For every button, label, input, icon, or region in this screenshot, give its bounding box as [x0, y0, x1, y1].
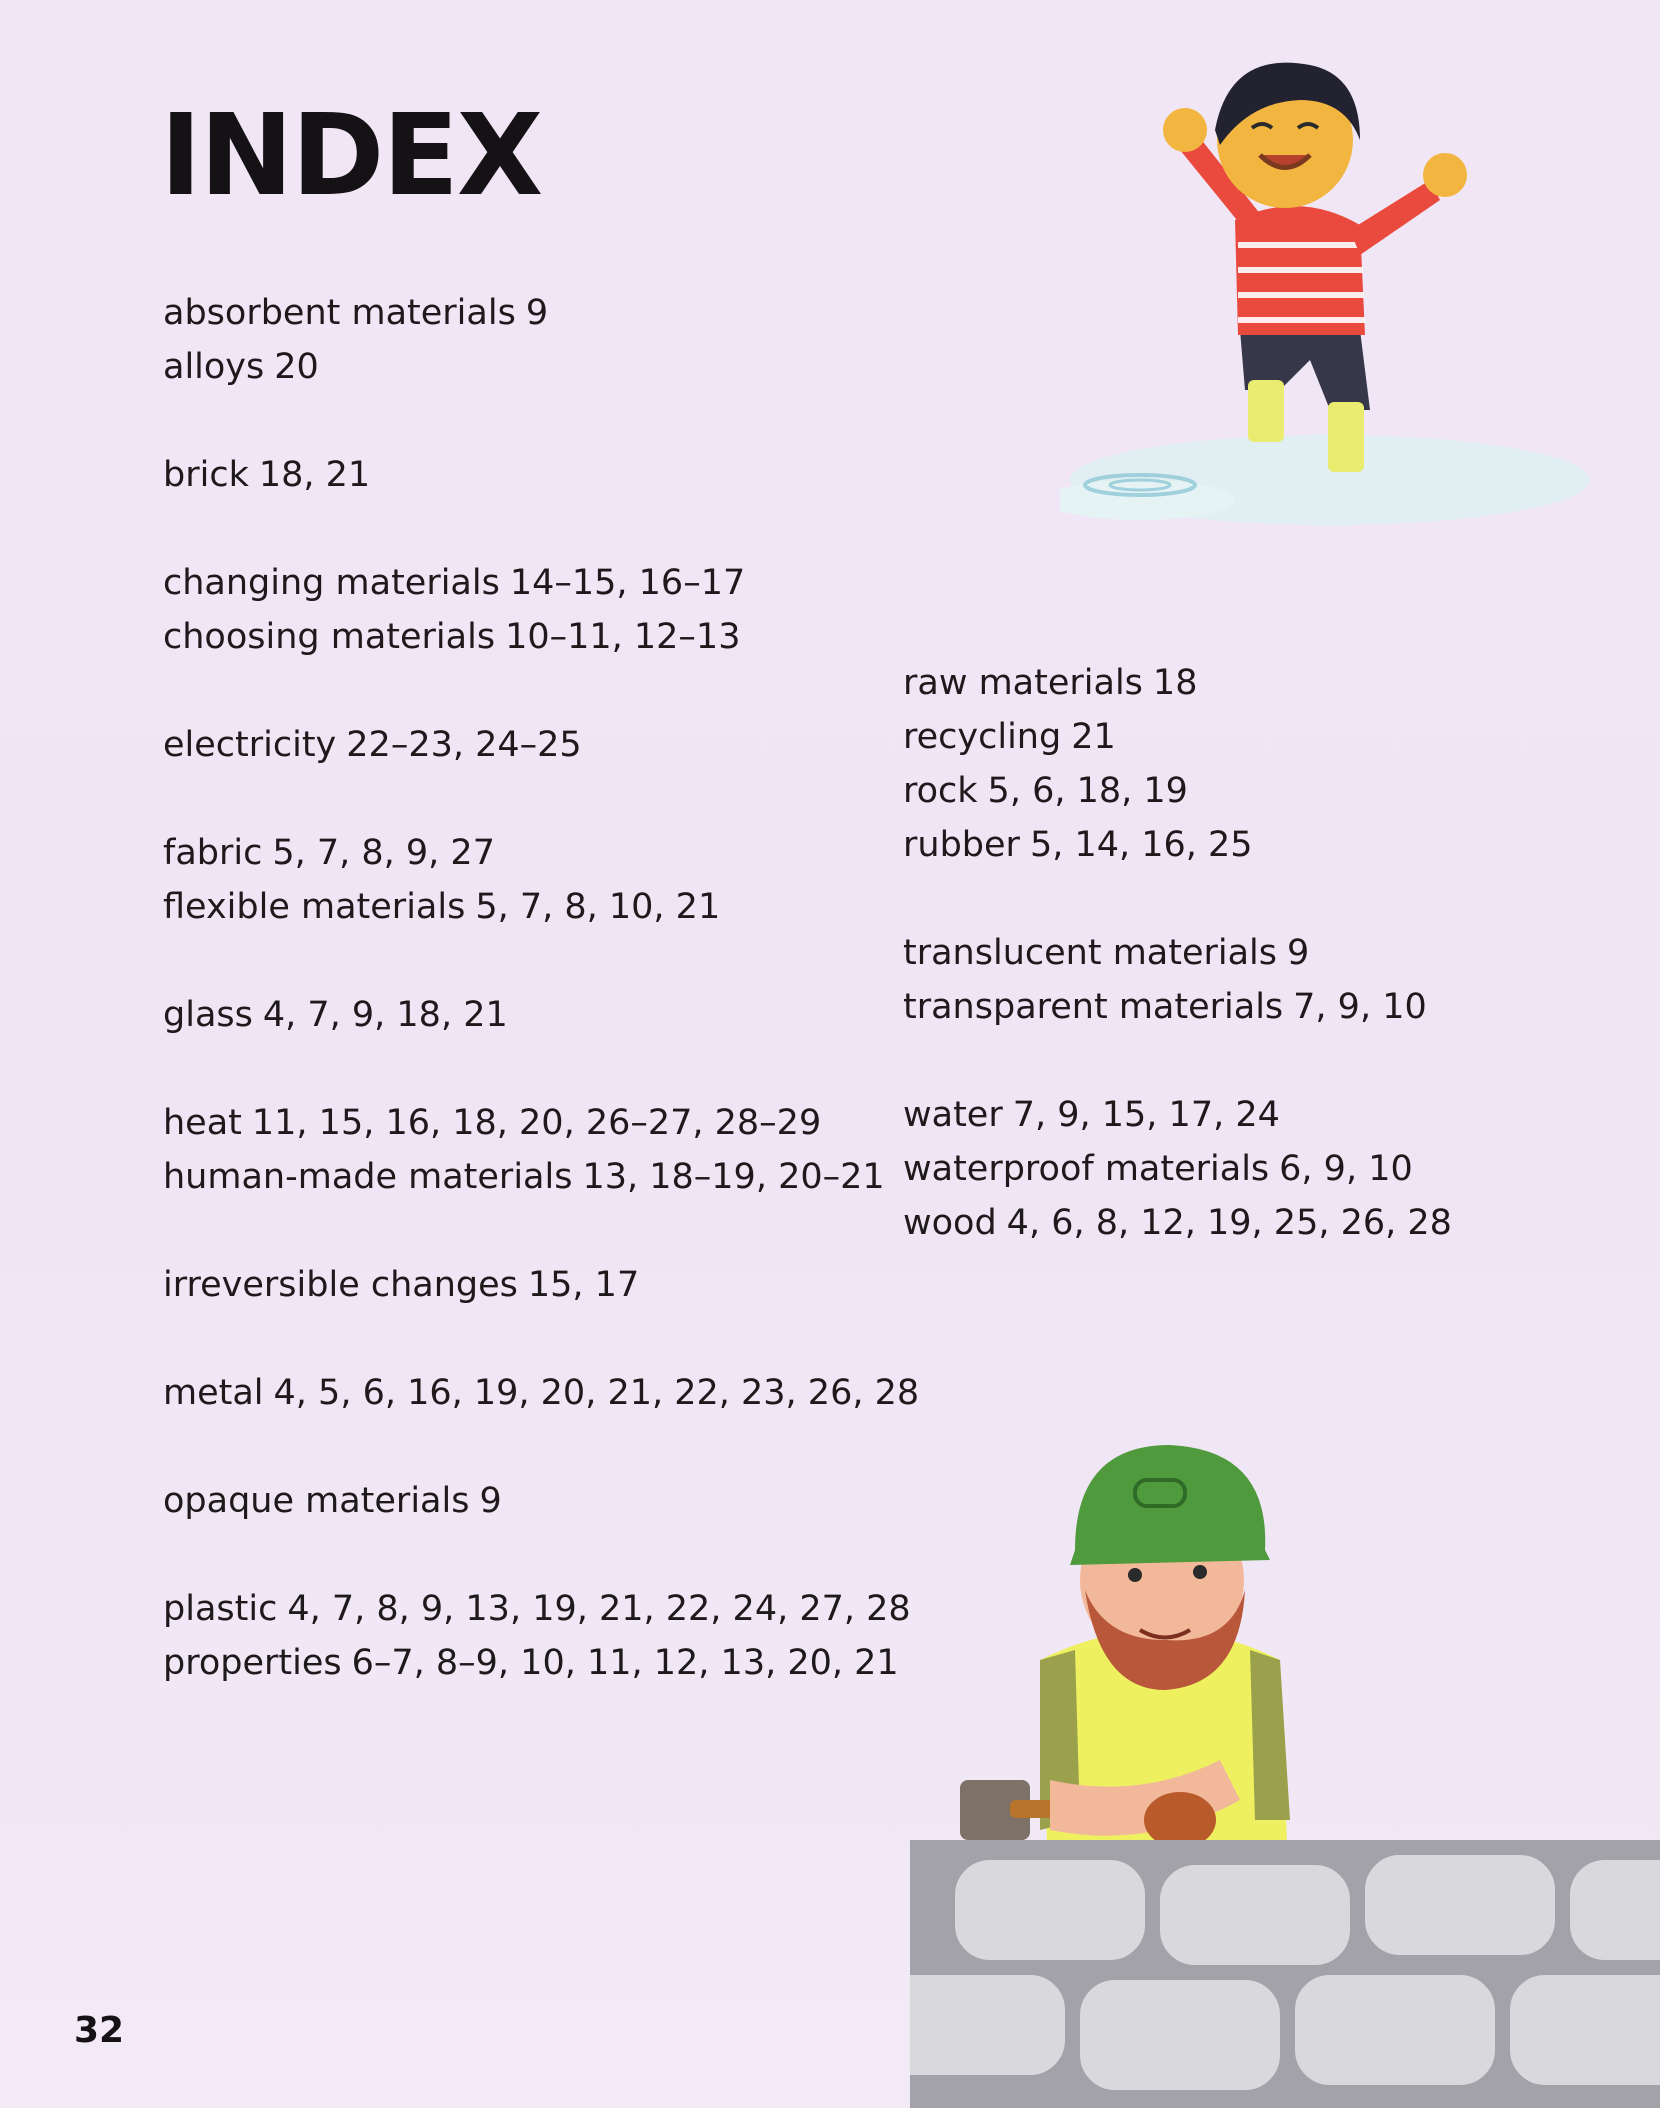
index-column-right: [903, 656, 1463, 1304]
index-entry: [903, 926, 1463, 980]
index-term: irreversible changes: [163, 1265, 518, 1305]
index-entry: [903, 980, 1463, 1034]
index-pages: 6, 9, 10: [1279, 1149, 1413, 1189]
index-group: [163, 556, 863, 664]
index-pages: 5, 14, 16, 25: [1029, 825, 1253, 865]
index-entry: [163, 1582, 911, 1636]
index-term: alloys: [163, 347, 265, 387]
index-entry: [163, 1636, 899, 1690]
index-group: [163, 988, 863, 1042]
index-entry: [163, 826, 863, 880]
index-pages: 5, 6, 18, 19: [987, 771, 1188, 811]
index-term: wood: [903, 1203, 997, 1243]
index-entry: [903, 1142, 1463, 1196]
index-term: raw materials: [903, 663, 1143, 703]
index-entry: [163, 610, 863, 664]
index-pages: 6–7, 8–9, 10, 11, 12, 13, 20, 21: [351, 1643, 899, 1683]
index-pages: 22–23, 24–25: [346, 725, 582, 765]
index-term: fabric: [163, 833, 263, 873]
index-entry: [903, 818, 1463, 872]
index-pages: 4, 5, 6, 16, 19, 20, 21, 22, 23, 26, 28: [273, 1373, 920, 1413]
index-term: plastic: [163, 1589, 278, 1629]
index-term: heat: [163, 1103, 242, 1143]
index-pages: 21: [1071, 717, 1116, 757]
index-pages: 18: [1152, 663, 1198, 703]
index-term: brick: [163, 455, 249, 495]
index-pages: 5, 7, 8, 10, 21: [475, 887, 721, 927]
index-group: [163, 1096, 885, 1204]
index-entry: [163, 988, 863, 1042]
index-pages: 5, 7, 8, 9, 27: [272, 833, 495, 873]
index-group: [163, 1258, 863, 1312]
index-entry: [163, 1150, 885, 1204]
index-term: flexible materials: [163, 887, 466, 927]
index-column-left: [163, 286, 920, 1744]
index-term: waterproof materials: [903, 1149, 1270, 1189]
index-pages: 10–11, 12–13: [505, 617, 741, 657]
index-term: absorbent materials: [163, 293, 516, 333]
index-group: [903, 1088, 1463, 1250]
jumping-boy-puddle-illustration: [1060, 30, 1600, 550]
index-term: glass: [163, 995, 253, 1035]
builder-stone-wall-illustration: [910, 1400, 1660, 2108]
index-pages: 9: [479, 1481, 502, 1521]
index-group: [163, 826, 863, 934]
index-group: [163, 1582, 911, 1690]
index-term: properties: [163, 1643, 342, 1683]
index-entry: [903, 656, 1463, 710]
index-term: metal: [163, 1373, 264, 1413]
index-group: [163, 1474, 863, 1528]
index-group: [163, 286, 863, 394]
index-entry: [903, 1088, 1463, 1142]
index-entry: [163, 1366, 920, 1420]
index-entry: [163, 718, 863, 772]
index-entry: [163, 1258, 863, 1312]
index-pages: 15, 17: [527, 1265, 640, 1305]
index-pages: 14–15, 16–17: [509, 563, 746, 603]
index-group: [163, 718, 863, 772]
index-term: translucent materials: [903, 933, 1278, 973]
index-term: transparent materials: [903, 987, 1284, 1027]
index-term: rock: [903, 771, 978, 811]
index-group: [163, 448, 863, 502]
index-pages: 18, 21: [258, 455, 371, 495]
index-entry: [163, 340, 863, 394]
index-pages: 13, 18–19, 20–21: [582, 1157, 885, 1197]
index-pages: 20: [274, 347, 319, 387]
index-entry: [163, 286, 863, 340]
index-term: rubber: [903, 825, 1020, 865]
page-number: 32: [74, 2010, 125, 2051]
index-group: [163, 1366, 920, 1420]
index-pages: 4, 6, 8, 12, 19, 25, 26, 28: [1006, 1203, 1452, 1243]
index-entry: [903, 1196, 1463, 1250]
index-term: water: [903, 1095, 1003, 1135]
index-group: [903, 656, 1463, 872]
index-group: [903, 926, 1463, 1034]
index-pages: 7, 9, 15, 17, 24: [1012, 1095, 1280, 1135]
index-term: recycling: [903, 717, 1062, 757]
index-pages: 4, 7, 8, 9, 13, 19, 21, 22, 24, 27, 28: [287, 1589, 911, 1629]
index-term: changing materials: [163, 563, 500, 603]
index-entry: [163, 880, 863, 934]
index-pages: 11, 15, 16, 18, 20, 26–27, 28–29: [251, 1103, 822, 1143]
index-entry: [163, 1096, 863, 1150]
index-term: opaque materials: [163, 1481, 470, 1521]
index-entry: [903, 710, 1463, 764]
index-entry: [163, 1474, 863, 1528]
index-entry: [163, 448, 863, 502]
page-title: INDEX: [160, 91, 542, 221]
index-pages: 9: [1287, 933, 1310, 973]
index-term: human-made materials: [163, 1157, 573, 1197]
index-entry: [903, 764, 1463, 818]
index-term: choosing materials: [163, 617, 496, 657]
index-pages: 4, 7, 9, 18, 21: [262, 995, 508, 1035]
index-term: electricity: [163, 725, 337, 765]
index-pages: 9: [525, 293, 549, 333]
index-entry: [163, 556, 863, 610]
index-pages: 7, 9, 10: [1293, 987, 1427, 1027]
